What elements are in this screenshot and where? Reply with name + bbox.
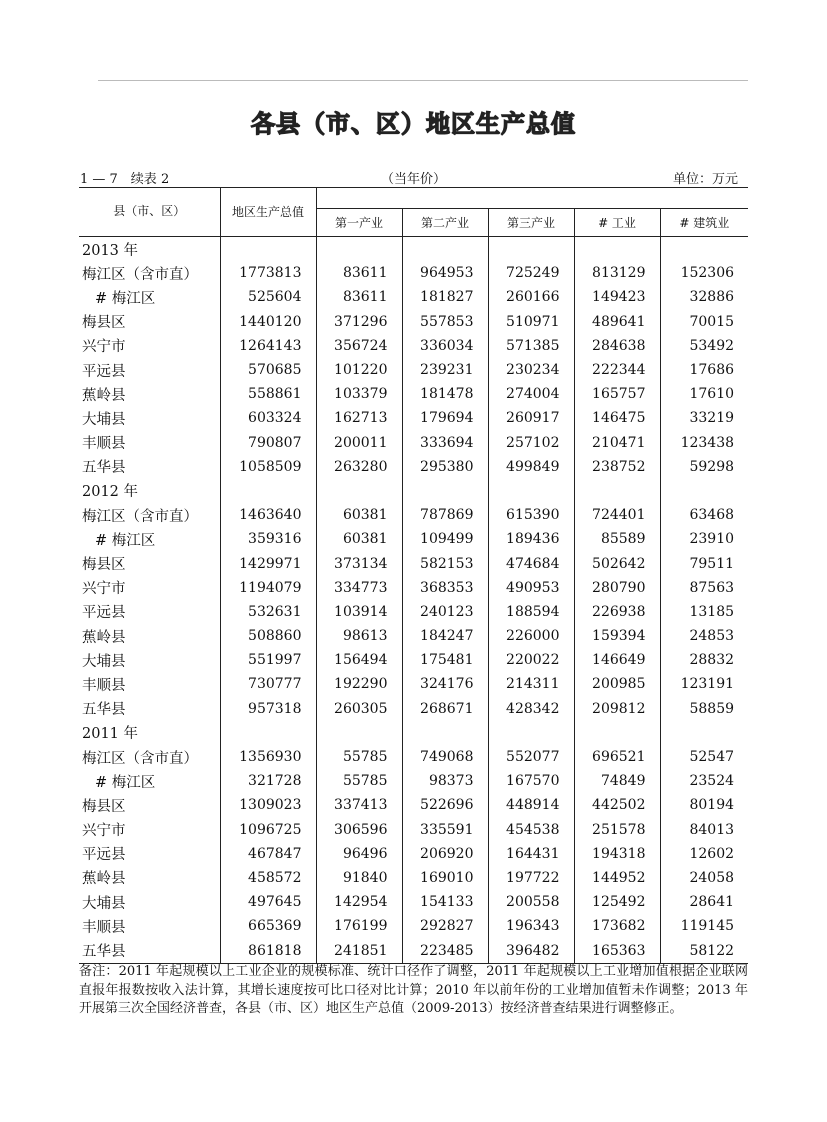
value-cell: 173682	[574, 914, 660, 938]
value-cell: 146649	[574, 648, 660, 672]
header-secondary: 第二产业	[402, 209, 488, 237]
value-cell: 333694	[402, 431, 488, 455]
value-cell: 206920	[402, 842, 488, 866]
value-cell: 964953	[402, 261, 488, 285]
value-cell: 214311	[488, 672, 574, 696]
value-cell: 83611	[316, 261, 402, 285]
value-cell: 306596	[316, 818, 402, 842]
value-cell: 268671	[402, 697, 488, 721]
county-name: 平远县	[79, 600, 220, 624]
value-cell: 1096725	[220, 818, 316, 842]
value-cell: 458572	[220, 866, 316, 890]
value-cell: 497645	[220, 890, 316, 914]
year-label: 2013 年	[79, 237, 220, 262]
table-row	[79, 793, 748, 817]
value-cell: 274004	[488, 382, 574, 406]
value-cell: 58122	[660, 938, 748, 963]
gdp-table	[79, 187, 748, 964]
value-cell: 91840	[316, 866, 402, 890]
county-name: # 梅江区	[79, 769, 220, 793]
value-cell: 210471	[574, 431, 660, 455]
table-row	[79, 914, 748, 938]
value-cell: 220022	[488, 648, 574, 672]
value-cell: 321728	[220, 769, 316, 793]
value-cell: 551997	[220, 648, 316, 672]
value-cell: 200985	[574, 672, 660, 696]
value-cell: 119145	[680, 918, 735, 935]
value-cell: 164431	[488, 842, 574, 866]
value-cell: 861818	[220, 938, 316, 963]
value-cell: 103914	[316, 600, 402, 624]
value-cell: 230234	[488, 358, 574, 382]
value-cell: 724401	[574, 503, 660, 527]
value-cell: 149423	[574, 285, 660, 309]
value-cell: 552077	[488, 745, 574, 769]
value-cell: 525604	[220, 285, 316, 309]
county-name: 平远县	[79, 842, 220, 866]
value-cell: 787869	[402, 503, 488, 527]
table-row	[79, 261, 748, 285]
table-row	[79, 866, 748, 890]
table-row	[79, 406, 748, 430]
value-cell	[316, 479, 402, 503]
value-cell	[660, 479, 748, 503]
county-name: 大埔县	[79, 890, 220, 914]
value-cell: 152306	[680, 265, 735, 282]
value-cell: 239231	[402, 358, 488, 382]
value-cell: 790807	[220, 431, 316, 455]
county-name: 梅县区	[79, 551, 220, 575]
table-row	[79, 310, 748, 334]
year-label: 2012 年	[79, 479, 220, 503]
value-cell: 522696	[402, 793, 488, 817]
value-cell: 52547	[689, 749, 735, 766]
value-cell: 371296	[316, 310, 402, 334]
county-name: 丰顺县	[79, 914, 220, 938]
value-cell: 60381	[316, 503, 402, 527]
value-cell: 197722	[488, 866, 574, 890]
value-cell: 284638	[574, 334, 660, 358]
value-cell: 813129	[574, 261, 660, 285]
value-cell: 1309023	[220, 793, 316, 817]
county-name: 梅县区	[79, 793, 220, 817]
table-row	[79, 745, 748, 769]
value-cell: 33219	[689, 410, 735, 427]
value-cell	[574, 479, 660, 503]
value-cell: 85589	[574, 527, 660, 551]
header-tertiary: 第三产业	[488, 209, 574, 237]
value-cell: 557853	[402, 310, 488, 334]
value-cell	[220, 237, 316, 262]
county-name: 梅县区	[79, 310, 220, 334]
table-row	[79, 890, 748, 914]
value-cell: 725249	[488, 261, 574, 285]
value-cell: 263280	[316, 455, 402, 479]
unit-label: 单位：万元	[672, 172, 738, 187]
value-cell: 84013	[689, 821, 735, 838]
value-cell: 169010	[402, 866, 488, 890]
value-cell: 159394	[574, 624, 660, 648]
value-cell: 490953	[488, 576, 574, 600]
value-cell	[402, 237, 488, 262]
county-name: 丰顺县	[79, 431, 220, 455]
value-cell	[402, 721, 488, 745]
value-cell: 1194079	[220, 576, 316, 600]
value-cell: 359316	[220, 527, 316, 551]
value-cell: 324176	[402, 672, 488, 696]
value-cell: 165757	[574, 382, 660, 406]
value-cell: 87563	[689, 579, 735, 596]
value-cell: 28641	[689, 894, 735, 911]
table-row	[79, 818, 748, 842]
value-cell: 53492	[689, 337, 735, 354]
value-cell: 58859	[689, 700, 735, 717]
value-cell: 292827	[402, 914, 488, 938]
value-cell: 222344	[574, 358, 660, 382]
value-cell	[660, 237, 748, 262]
value-cell: 60381	[316, 527, 402, 551]
table-row	[79, 455, 748, 479]
county-name: # 梅江区	[79, 285, 220, 309]
table-row	[79, 721, 748, 745]
value-cell: 156494	[316, 648, 402, 672]
value-cell: 17686	[689, 362, 735, 379]
value-cell: 334773	[316, 576, 402, 600]
table-row	[79, 285, 748, 309]
value-cell: 454538	[488, 818, 574, 842]
value-cell	[316, 721, 402, 745]
value-cell: 17610	[689, 386, 735, 403]
value-cell: 98613	[316, 624, 402, 648]
value-cell: 209812	[574, 697, 660, 721]
value-cell: 74849	[574, 769, 660, 793]
value-cell: 558861	[220, 382, 316, 406]
value-cell: 336034	[402, 334, 488, 358]
value-cell	[220, 479, 316, 503]
table-row	[79, 576, 748, 600]
value-cell: 260166	[488, 285, 574, 309]
value-cell: 502642	[574, 551, 660, 575]
header-county: 县（市、区）	[79, 188, 220, 237]
table-row	[79, 527, 748, 551]
value-cell: 1356930	[220, 745, 316, 769]
value-cell: 109499	[402, 527, 488, 551]
value-cell: 200011	[316, 431, 402, 455]
value-cell: 615390	[488, 503, 574, 527]
county-name: 蕉岭县	[79, 866, 220, 890]
value-cell: 396482	[488, 938, 574, 963]
value-cell: 59298	[689, 458, 735, 475]
value-cell: 428342	[488, 697, 574, 721]
county-name: 五华县	[79, 938, 220, 963]
value-cell: 474684	[488, 551, 574, 575]
year-label: 2011 年	[79, 721, 220, 745]
value-cell: 489641	[574, 310, 660, 334]
value-cell: 241851	[316, 938, 402, 963]
value-cell: 280790	[574, 576, 660, 600]
value-cell: 194318	[574, 842, 660, 866]
value-cell: 240123	[402, 600, 488, 624]
value-cell: 162713	[316, 406, 402, 430]
value-cell: 179694	[402, 406, 488, 430]
table-number: 1 — 7 续表 2	[80, 172, 170, 187]
value-cell	[574, 721, 660, 745]
county-name: 丰顺县	[79, 672, 220, 696]
value-cell: 730777	[220, 672, 316, 696]
table-row	[79, 624, 748, 648]
value-cell: 63468	[689, 507, 735, 524]
county-name: 五华县	[79, 455, 220, 479]
county-name: 蕉岭县	[79, 382, 220, 406]
value-cell: 1429971	[220, 551, 316, 575]
value-cell: 571385	[488, 334, 574, 358]
value-cell: 1463640	[220, 503, 316, 527]
value-cell: 223485	[402, 938, 488, 963]
value-cell: 1264143	[220, 334, 316, 358]
value-cell	[488, 479, 574, 503]
value-cell: 176199	[316, 914, 402, 938]
value-cell: 335591	[402, 818, 488, 842]
value-cell	[488, 721, 574, 745]
county-name: 兴宁市	[79, 334, 220, 358]
county-name: 平远县	[79, 358, 220, 382]
value-cell: 32886	[689, 289, 735, 306]
value-cell	[316, 237, 402, 262]
table-row	[79, 672, 748, 696]
value-cell: 337413	[316, 793, 402, 817]
table-body	[79, 237, 748, 964]
value-cell: 442502	[574, 793, 660, 817]
value-cell: 570685	[220, 358, 316, 382]
table-row	[79, 431, 748, 455]
value-cell: 188594	[488, 600, 574, 624]
county-name: 兴宁市	[79, 818, 220, 842]
value-cell: 957318	[220, 697, 316, 721]
value-cell	[488, 237, 574, 262]
value-cell: 192290	[316, 672, 402, 696]
county-name: 五华县	[79, 697, 220, 721]
value-cell: 238752	[574, 455, 660, 479]
value-cell: 101220	[316, 358, 402, 382]
value-cell: 467847	[220, 842, 316, 866]
value-cell	[574, 237, 660, 262]
value-cell: 181827	[402, 285, 488, 309]
value-cell: 125492	[574, 890, 660, 914]
value-cell: 96496	[316, 842, 402, 866]
value-cell: 665369	[220, 914, 316, 938]
top-rule	[98, 80, 748, 81]
table-row	[79, 382, 748, 406]
value-cell: 23910	[689, 531, 735, 548]
value-cell: 144952	[574, 866, 660, 890]
value-cell: 80194	[689, 797, 735, 814]
value-cell: 260917	[488, 406, 574, 430]
table-row	[79, 648, 748, 672]
value-cell: 165363	[574, 938, 660, 963]
value-cell: 154133	[402, 890, 488, 914]
value-cell: 696521	[574, 745, 660, 769]
value-cell	[220, 721, 316, 745]
value-cell: 226000	[488, 624, 574, 648]
value-cell: 175481	[402, 648, 488, 672]
header-industry: # 工业	[574, 209, 660, 237]
value-cell: 368353	[402, 576, 488, 600]
value-cell: 146475	[574, 406, 660, 430]
table-row	[79, 334, 748, 358]
value-cell: 1058509	[220, 455, 316, 479]
value-cell: 123438	[680, 434, 735, 451]
table-row	[79, 842, 748, 866]
table-row	[79, 769, 748, 793]
value-cell: 356724	[316, 334, 402, 358]
table-row	[79, 938, 748, 963]
county-name: 兴宁市	[79, 576, 220, 600]
header-primary: 第一产业	[316, 209, 402, 237]
value-cell: 499849	[488, 455, 574, 479]
value-cell: 181478	[402, 382, 488, 406]
value-cell: 295380	[402, 455, 488, 479]
value-cell: 260305	[316, 697, 402, 721]
table-row	[79, 358, 748, 382]
value-cell: 508860	[220, 624, 316, 648]
value-cell: 603324	[220, 406, 316, 430]
price-basis: （当年价）	[380, 172, 446, 187]
county-name: # 梅江区	[79, 527, 220, 551]
value-cell: 510971	[488, 310, 574, 334]
value-cell: 251578	[574, 818, 660, 842]
value-cell: 582153	[402, 551, 488, 575]
value-cell: 103379	[316, 382, 402, 406]
value-cell: 55785	[316, 745, 402, 769]
footnote: 备注：2011 年起规模以上工业企业的规模标准、统计口径作了调整，2011 年起规模以上工业增加值根据企业联网直报年报数按收入法计算，其增长速度按可比口径对比计算；2010 年以前年份的工业增加值暂未作调整；2013 年开展第三次全国经济普查，各县（市、区）地区生产总值（2009-2013）按经济普查结果进行调整修正。	[79, 964, 748, 1016]
value-cell: 24058	[689, 869, 735, 886]
value-cell: 79511	[689, 555, 735, 572]
header-spacer	[316, 188, 748, 209]
value-cell: 24853	[689, 628, 735, 645]
page-title: 各县（市、区）地区生产总值	[251, 110, 576, 138]
county-name: 梅江区（含市直）	[79, 745, 220, 769]
value-cell: 189436	[488, 527, 574, 551]
value-cell: 23524	[689, 773, 735, 790]
county-name: 大埔县	[79, 648, 220, 672]
value-cell: 28832	[689, 652, 735, 669]
county-name: 蕉岭县	[79, 624, 220, 648]
value-cell: 1440120	[220, 310, 316, 334]
value-cell: 448914	[488, 793, 574, 817]
value-cell: 200558	[488, 890, 574, 914]
header-construction: # 建筑业	[660, 209, 748, 237]
value-cell: 749068	[402, 745, 488, 769]
value-cell: 123191	[680, 676, 735, 693]
table-row	[79, 697, 748, 721]
value-cell	[660, 721, 748, 745]
value-cell: 142954	[316, 890, 402, 914]
value-cell: 373134	[316, 551, 402, 575]
value-cell: 12602	[689, 845, 735, 862]
table-row	[79, 600, 748, 624]
table-row	[79, 503, 748, 527]
header-gdp: 地区生产总值	[220, 188, 316, 237]
county-name: 梅江区（含市直）	[79, 503, 220, 527]
table-row	[79, 551, 748, 575]
value-cell: 83611	[316, 285, 402, 309]
county-name: 大埔县	[79, 406, 220, 430]
value-cell: 196343	[488, 914, 574, 938]
value-cell: 55785	[316, 769, 402, 793]
value-cell: 98373	[402, 769, 488, 793]
value-cell: 167570	[488, 769, 574, 793]
value-cell: 70015	[689, 313, 735, 330]
value-cell: 226938	[574, 600, 660, 624]
value-cell: 532631	[220, 600, 316, 624]
table-row	[79, 479, 748, 503]
value-cell: 184247	[402, 624, 488, 648]
value-cell: 13185	[689, 603, 735, 620]
value-cell: 1773813	[220, 261, 316, 285]
value-cell: 257102	[488, 431, 574, 455]
value-cell	[402, 479, 488, 503]
table-row	[79, 237, 748, 262]
county-name: 梅江区（含市直）	[79, 261, 220, 285]
